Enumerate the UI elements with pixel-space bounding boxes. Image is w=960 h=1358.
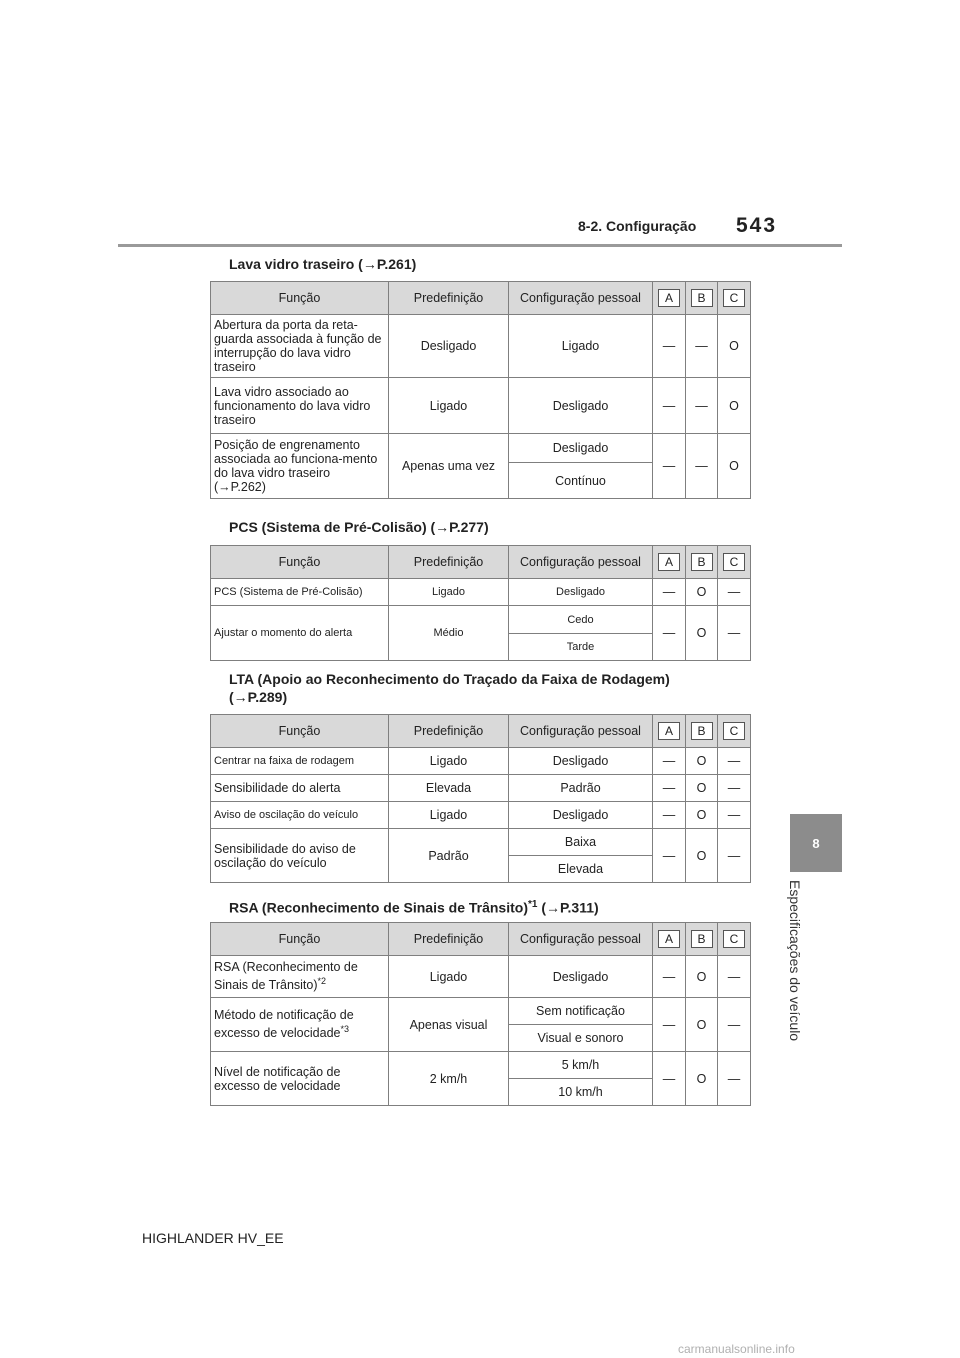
- col-config: Configuração pessoal: [509, 546, 653, 579]
- cell-pre: Ligado: [389, 748, 509, 775]
- col-funcao: Função: [211, 715, 389, 748]
- cell-a: —: [653, 378, 686, 434]
- footer-model: HIGHLANDER HV_EE: [142, 1230, 284, 1246]
- cell-cfg-option: Elevada: [509, 856, 653, 883]
- col-predefinicao: Predefinição: [389, 546, 509, 579]
- cell-cfg-option: 10 km/h: [509, 1079, 653, 1106]
- section-title-pcs: PCS (Sistema de Pré-Colisão) (→P.277): [229, 519, 489, 535]
- cell-cfg: Desligado: [509, 748, 653, 775]
- header-rule: [118, 244, 842, 247]
- table-header-row: [211, 923, 751, 956]
- table-row: [211, 606, 751, 634]
- letter-b: B: [691, 722, 713, 740]
- table-lta: [210, 714, 751, 883]
- table-row: [211, 956, 751, 998]
- cell-b: —: [686, 434, 718, 499]
- col-predefinicao: Predefinição: [389, 715, 509, 748]
- cell-cfg-option: Tarde: [509, 634, 653, 661]
- col-a: [653, 923, 686, 956]
- cell-b: O: [686, 775, 718, 802]
- col-config: Configuração pessoal: [509, 715, 653, 748]
- cell-a: —: [653, 956, 686, 998]
- col-c: [718, 546, 751, 579]
- cell-funcao-text: Método de notificação de excesso de velocidade: [214, 1008, 354, 1041]
- cell-funcao: Ajustar o momento do alerta: [211, 606, 389, 661]
- chapter-label: [780, 880, 810, 1060]
- section-title-lta-line1: LTA (Apoio ao Reconhecimento do Traçado da Faixa de Rodagem): [229, 671, 670, 687]
- cell-a: —: [653, 434, 686, 499]
- cell-b: O: [686, 998, 718, 1052]
- col-config: Configuração pessoal: [509, 923, 653, 956]
- cell-pre: Elevada: [389, 775, 509, 802]
- cell-c: O: [718, 315, 751, 378]
- cell-c: —: [718, 829, 751, 883]
- cell-b: O: [686, 748, 718, 775]
- cell-cfg-option: Desligado: [509, 434, 653, 463]
- table-row: [211, 434, 751, 463]
- cell-funcao: Aviso de oscilação do veículo: [211, 802, 389, 829]
- cell-cfg: Desligado: [509, 956, 653, 998]
- cell-cfg-option: 5 km/h: [509, 1052, 653, 1079]
- cell-a: —: [653, 829, 686, 883]
- cell-pre: Apenas uma vez: [389, 434, 509, 499]
- watermark: carmanualsonline.info: [678, 1342, 795, 1356]
- cell-b: O: [686, 579, 718, 606]
- cell-cfg-option: Baixa: [509, 829, 653, 856]
- cell-cfg-option: Sem notificação: [509, 998, 653, 1025]
- letter-c: C: [723, 722, 745, 740]
- cell-cfg: Desligado: [509, 802, 653, 829]
- cell-funcao: [211, 956, 389, 998]
- table-row: [211, 802, 751, 829]
- table-pcs: [210, 545, 751, 661]
- chapter-label-text: Especificações do veículo: [787, 880, 803, 1042]
- cell-pre: 2 km/h: [389, 1052, 509, 1106]
- cell-c: —: [718, 775, 751, 802]
- table-row: [211, 1052, 751, 1079]
- cell-c: O: [718, 378, 751, 434]
- cell-cfg: Padrão: [509, 775, 653, 802]
- table-header-row: [211, 715, 751, 748]
- section-title-rsa: [229, 896, 599, 917]
- col-predefinicao: Predefinição: [389, 923, 509, 956]
- cell-pre: Ligado: [389, 802, 509, 829]
- cell-pre: Ligado: [389, 579, 509, 606]
- col-c: [718, 715, 751, 748]
- cell-a: —: [653, 1052, 686, 1106]
- section-title-lta: [229, 670, 670, 706]
- cell-cfg: Desligado: [509, 378, 653, 434]
- cell-pre: Médio: [389, 606, 509, 661]
- letter-a: A: [658, 722, 680, 740]
- cell-b: O: [686, 956, 718, 998]
- cell-pre: Ligado: [389, 378, 509, 434]
- table-row: [211, 829, 751, 856]
- cell-c: —: [718, 956, 751, 998]
- cell-c: O: [718, 434, 751, 499]
- cell-funcao: Lava vidro associado ao funcionamento do lava vidro traseiro: [211, 378, 389, 434]
- cell-pre: Padrão: [389, 829, 509, 883]
- table-header-row: [211, 282, 751, 315]
- cell-c: —: [718, 1052, 751, 1106]
- col-funcao: Função: [211, 546, 389, 579]
- cell-funcao: PCS (Sistema de Pré-Colisão): [211, 579, 389, 606]
- table-row: [211, 998, 751, 1025]
- letter-c: C: [723, 930, 745, 948]
- letter-a: A: [658, 289, 680, 307]
- cell-a: —: [653, 579, 686, 606]
- table-rsa: [210, 922, 751, 1106]
- cell-a: —: [653, 315, 686, 378]
- cell-funcao: Posição de engrenamento associada ao funciona-mento do lava vidro traseiro (→P.262): [211, 434, 389, 499]
- page-number: 543: [736, 214, 778, 237]
- cell-a: —: [653, 802, 686, 829]
- cell-b: O: [686, 1052, 718, 1106]
- table-row: [211, 579, 751, 606]
- cell-pre: Ligado: [389, 956, 509, 998]
- section-title-lta-line2: (→P.289): [229, 689, 288, 705]
- cell-b: —: [686, 315, 718, 378]
- col-a: [653, 715, 686, 748]
- cell-cfg-option: Cedo: [509, 606, 653, 634]
- cell-funcao: Sensibilidade do alerta: [211, 775, 389, 802]
- footnote-marker: *2: [317, 976, 327, 987]
- letter-b: B: [691, 289, 713, 307]
- letter-a: A: [658, 930, 680, 948]
- cell-c: —: [718, 802, 751, 829]
- cell-pre: Apenas visual: [389, 998, 509, 1052]
- col-c: [718, 282, 751, 315]
- footnote-marker: *1: [527, 899, 538, 910]
- cell-funcao: Sensibilidade do aviso de oscilação do veículo: [211, 829, 389, 883]
- cell-a: —: [653, 775, 686, 802]
- cell-cfg-option: Contínuo: [509, 463, 653, 499]
- letter-a: A: [658, 553, 680, 571]
- table-header-row: [211, 546, 751, 579]
- letter-c: C: [723, 553, 745, 571]
- col-a: [653, 282, 686, 315]
- table-rear-washer: [210, 281, 751, 499]
- section-title-rear-washer: Lava vidro traseiro (→P.261): [229, 256, 417, 272]
- cell-funcao: Centrar na faixa de rodagem: [211, 748, 389, 775]
- table-row: [211, 315, 751, 378]
- cell-c: —: [718, 606, 751, 661]
- footnote-marker: *3: [340, 1024, 349, 1035]
- col-b: [686, 923, 718, 956]
- cell-b: O: [686, 606, 718, 661]
- cell-funcao: Abertura da porta da reta-guarda associada à função de interrupção do lava vidro traseiro: [211, 315, 389, 378]
- cell-pre: Desligado: [389, 315, 509, 378]
- col-b: [686, 715, 718, 748]
- cell-b: O: [686, 829, 718, 883]
- section-title-rsa-ref: (→P.311): [537, 899, 599, 916]
- cell-c: —: [718, 998, 751, 1052]
- table-row: [211, 378, 751, 434]
- col-predefinicao: Predefinição: [389, 282, 509, 315]
- col-funcao: Função: [211, 923, 389, 956]
- table-row: [211, 775, 751, 802]
- cell-a: —: [653, 998, 686, 1052]
- cell-b: O: [686, 802, 718, 829]
- cell-funcao-text: RSA (Reconhecimento de Sinais de Trânsito): [214, 960, 358, 993]
- cell-funcao: [211, 998, 389, 1052]
- col-c: [718, 923, 751, 956]
- header-section: 8-2. Configuração: [578, 218, 697, 234]
- cell-a: —: [653, 606, 686, 661]
- col-b: [686, 546, 718, 579]
- letter-b: B: [691, 930, 713, 948]
- col-a: [653, 546, 686, 579]
- cell-cfg: Desligado: [509, 579, 653, 606]
- table-row: [211, 748, 751, 775]
- cell-c: —: [718, 579, 751, 606]
- cell-funcao: Nível de notificação de excesso de velocidade: [211, 1052, 389, 1106]
- cell-cfg: Ligado: [509, 315, 653, 378]
- col-config: Configuração pessoal: [509, 282, 653, 315]
- chapter-tab: 8: [790, 814, 842, 872]
- cell-b: —: [686, 378, 718, 434]
- col-funcao: Função: [211, 282, 389, 315]
- col-b: [686, 282, 718, 315]
- letter-b: B: [691, 553, 713, 571]
- cell-a: —: [653, 748, 686, 775]
- letter-c: C: [723, 289, 745, 307]
- cell-cfg-option: Visual e sonoro: [509, 1025, 653, 1052]
- section-title-rsa-main: RSA (Reconhecimento de Sinais de Trânsito): [229, 899, 528, 916]
- cell-c: —: [718, 748, 751, 775]
